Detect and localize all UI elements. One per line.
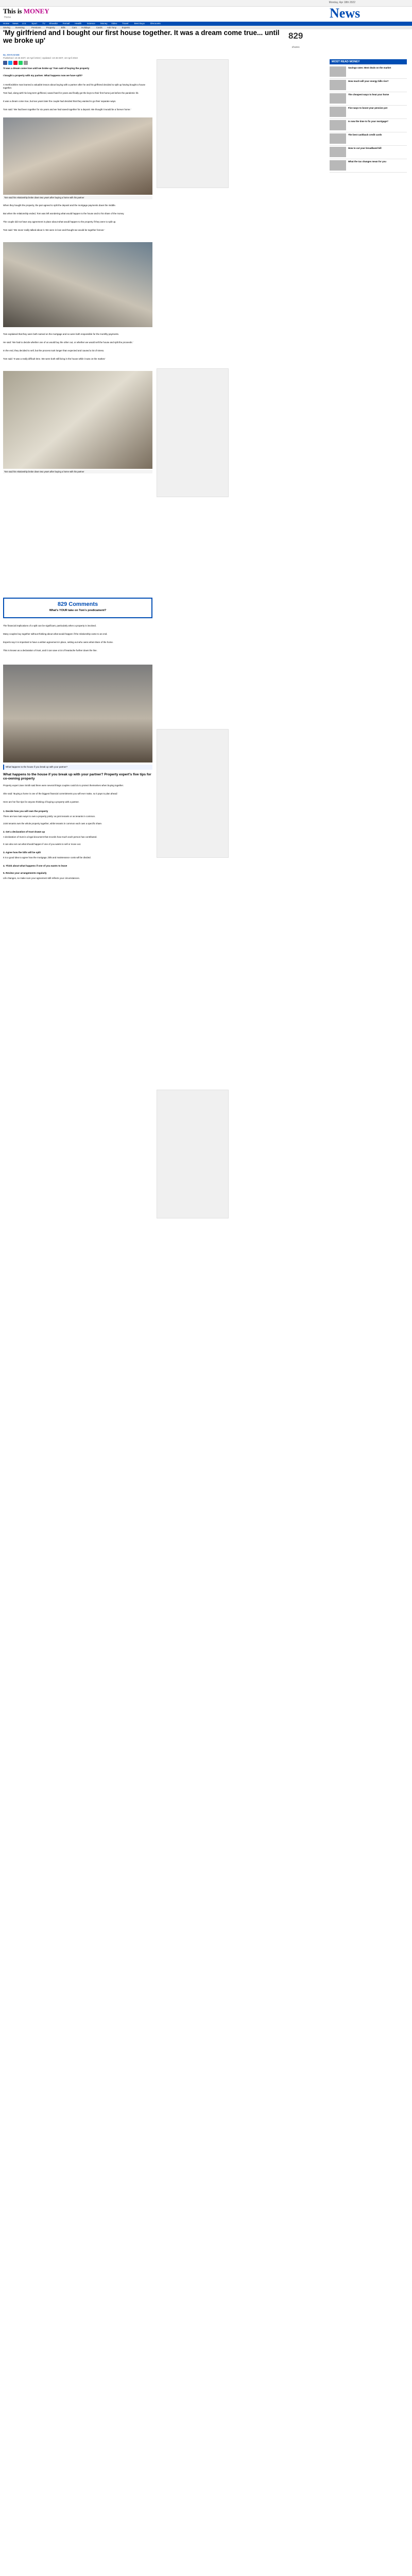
nav-item[interactable]: TV	[42, 22, 45, 25]
article-paragraph: Property expert Jane Smith said there were several things couples could do to protect themselves when buying together.	[3, 784, 124, 787]
tip-heading: 4. Think about what happens if one of you wants to leave	[3, 865, 67, 867]
middle-ad-column	[157, 59, 229, 1492]
facebook-icon[interactable]	[3, 61, 7, 65]
this-is-money-logo[interactable]	[3, 7, 49, 15]
article-paragraph: This is known as a declaration of trust, and it can save a lot of heartache further down the line.	[3, 649, 97, 652]
most-read-item[interactable]	[330, 133, 407, 145]
subnav-item[interactable]: Experts	[122, 26, 130, 29]
most-read-item[interactable]	[330, 107, 407, 118]
advertisement[interactable]	[157, 59, 229, 188]
article-paragraph: The couple did not have any agreement in place about what would happen to the property if they were to split up.	[3, 221, 116, 223]
article-paragraph: He said: 'We had to decide whether one of us would buy the other out, or whether we would sell the house and split the proceeds.'	[3, 341, 133, 344]
article-image	[3, 371, 152, 469]
most-read-item[interactable]	[330, 147, 407, 158]
twitter-icon[interactable]	[8, 61, 12, 65]
most-read-title: How to cut your broadband bill	[348, 147, 382, 149]
article-paragraph: In the end, they decided to sell, but the process took longer than expected and caused a lot of stress.	[3, 349, 105, 352]
article-paragraph: Tom had, along with his long-term girlfriend, saved hard for years and finally got the keys to their first home just before the pandemic hit.	[3, 92, 139, 94]
tip-heading: 1. Decide how you will own the property	[3, 810, 48, 812]
thumbnail	[330, 66, 346, 77]
most-read-title: How much will your energy bills rise?	[348, 80, 389, 82]
nav-item[interactable]: Money	[100, 22, 108, 25]
article-paragraph: Tom explained that they were both named on the mortgage and so were both responsible for the monthly payments.	[3, 333, 119, 335]
divider	[330, 105, 407, 106]
most-read-title: The best cashback credit cards	[348, 133, 382, 136]
home-link[interactable]: Home	[4, 16, 11, 19]
article-paragraph: But when the relationship ended, Tom was left wondering what would happen to the house and to his share of the money.	[3, 212, 125, 215]
article-paragraph: There are two main ways to own a property jointly: as joint tenants or as tenants in common.	[3, 815, 96, 818]
divider	[330, 118, 407, 119]
thumbnail	[330, 160, 346, 171]
logo-money: MONEY	[23, 7, 49, 15]
thumbnail	[330, 147, 346, 157]
article-image	[3, 117, 152, 195]
article-image	[3, 665, 152, 762]
advertisement[interactable]	[157, 729, 229, 858]
most-read-title: Five ways to boost your pension pot	[348, 107, 388, 109]
subnav-item[interactable]: Ask Tony	[107, 26, 116, 29]
thumbnail	[330, 120, 346, 130]
nav-item[interactable]: Video	[111, 22, 117, 25]
most-read-item[interactable]	[330, 160, 407, 172]
nav-item[interactable]: Showbiz	[49, 22, 58, 25]
article-paragraph: A Hertfordshire man learned a valuable lesson about buying with a partner after he and his girlfriend decided to split up having bought a house together.	[3, 83, 146, 89]
article-paragraph: The financial implications of a split can be significant, particularly when a property is involved.	[3, 624, 97, 627]
date-label: Monday, Apr 18th 2022	[329, 1, 355, 4]
subnav-item[interactable]: Property	[46, 26, 55, 29]
section-subheading: What happens to the house if you break up with your partner? Property expert's five tips for co-owning property	[3, 773, 151, 781]
subnav-item[interactable]: Holidays	[81, 26, 91, 29]
most-read-item[interactable]	[330, 66, 407, 78]
image-caption: Tom said his relationship broke down two years after buying a home with his partner	[3, 196, 152, 199]
nav-item[interactable]: Home	[3, 22, 10, 25]
most-read-title: What the tax changes mean for you	[348, 160, 386, 163]
subnav-item[interactable]: Pensions	[31, 26, 41, 29]
most-read-item[interactable]	[330, 80, 407, 91]
article-paragraph: Joint tenants own the whole property together, while tenants in common each own a specific share.	[3, 822, 102, 825]
article-paragraph: She said: 'Buying a home is one of the biggest financial commitments you will ever make, so it pays to plan ahead.'	[3, 792, 118, 795]
comment-count-box[interactable]	[3, 598, 152, 618]
summary-bullet: 'It was a dream come true until we broke up' Tom said of buying the property	[3, 67, 90, 70]
article-paragraph: A declaration of trust is a legal document that records how much each person has contributed.	[3, 836, 97, 838]
nav-item[interactable]: U.S.	[22, 22, 27, 25]
comment-question: What's YOUR take on Tom's predicament?	[49, 609, 107, 612]
summary-bullet[interactable]: I bought a property with my partner. What happens now we have split?	[3, 74, 83, 77]
nav-item[interactable]: Femail	[62, 22, 70, 25]
article-paragraph: It can also set out what should happen if one of you wants to sell or move out.	[3, 843, 81, 845]
divider	[330, 172, 407, 173]
main-nav	[0, 22, 412, 26]
pinterest-icon[interactable]	[13, 61, 18, 65]
share-toolbar	[3, 61, 152, 65]
subnav-item[interactable]: Saving	[3, 26, 10, 29]
publish-date: Published: 10:45 EDT, 18 April 2022 | Updated: 10:46 EDT, 18 April 2022	[3, 57, 78, 59]
article-paragraph: Tom said: 'It was a really difficult time. We were both still living in the house while it was on the market.'	[3, 358, 106, 360]
article-headline: 'My girlfriend and I bought our first house together. It was a dream come true... until we broke up'	[3, 29, 280, 44]
email-icon[interactable]	[24, 61, 28, 65]
comment-count: 829 Comments	[57, 601, 98, 607]
share-count-number: 829	[288, 31, 303, 41]
nav-item[interactable]: Best Buys	[134, 22, 145, 25]
thumbnail	[330, 107, 346, 117]
nav-item[interactable]: Sport	[31, 22, 37, 25]
article-paragraph: Many couples buy together without thinking about what would happen if the relationship came to an end.	[3, 633, 108, 635]
whatsapp-icon[interactable]	[19, 61, 23, 65]
image-caption: Tom said his relationship broke down two years after buying a home with his partner	[3, 470, 152, 473]
subnav-item[interactable]: Investing	[15, 26, 25, 29]
advertisement[interactable]	[157, 368, 229, 497]
article-paragraph: It is a good idea to agree how the mortgage, bills and maintenance costs will be divided.	[3, 856, 91, 859]
nav-item[interactable]: Travel	[122, 22, 129, 25]
news-brand-logo[interactable]: News	[330, 6, 360, 21]
article-paragraph: Here are her five tips for anyone thinking of buying a property with a partner.	[3, 801, 79, 803]
article-paragraph: Tom said: 'We had been together for six years and we had saved together for a deposit. We thought it would be a forever home.'	[3, 108, 131, 111]
article-paragraph: Experts say it is important to have a written agreement in place, setting out who owns what share of the home.	[3, 641, 114, 643]
nav-item[interactable]: Discounts	[150, 22, 161, 25]
logo-prefix: This is	[3, 7, 24, 15]
article-image	[3, 242, 152, 327]
thumbnail	[330, 93, 346, 104]
author-byline[interactable]: By JOHN BABE	[3, 54, 20, 56]
share-count	[288, 31, 303, 50]
divider	[330, 78, 407, 79]
article-paragraph: When they bought the property, the pair agreed to split the deposit and the mortgage payments down the middle.	[3, 204, 116, 207]
divider	[330, 145, 407, 146]
subnav-item[interactable]: Bills	[61, 26, 65, 29]
most-read-item[interactable]	[330, 120, 407, 131]
advertisement[interactable]	[157, 1090, 229, 1218]
most-read-title: Savings rates: Best deals on the market	[348, 66, 391, 69]
nav-item[interactable]: Health	[75, 22, 82, 25]
tip-heading: 5. Review your arrangements regularly	[3, 872, 47, 874]
subnav-item[interactable]: Cards	[96, 26, 102, 29]
share-count-label: shares	[291, 46, 300, 49]
nav-item[interactable]: News	[12, 22, 19, 25]
thumbnail	[330, 133, 346, 144]
tip-heading: 3. Agree how the bills will be split	[3, 851, 41, 854]
most-read-title: The cheapest ways to heat your home	[348, 93, 389, 96]
nav-item[interactable]: Science	[87, 22, 95, 25]
article-paragraph: Tom said: 'We never really talked about it. We were in love and thought we would be together forever.'	[3, 229, 105, 231]
thumbnail	[330, 80, 346, 90]
article-paragraph: It was a dream come true, but two years later the couple had decided that they wanted to go their separate ways.	[3, 100, 116, 103]
tip-heading: 2. Get a declaration of trust drawn up	[3, 831, 45, 833]
article-paragraph: Life changes, so make sure your agreement still reflects your circumstances.	[3, 877, 80, 879]
subnav-item[interactable]: Cars	[72, 26, 77, 29]
most-read-item[interactable]	[330, 93, 407, 105]
most-read-heading: MOST READ MONEY	[330, 59, 407, 64]
related-link[interactable]: What happens to the house if you break up with your partner?	[3, 765, 152, 770]
most-read-title: Is now the time to fix your mortgage?	[348, 120, 389, 123]
